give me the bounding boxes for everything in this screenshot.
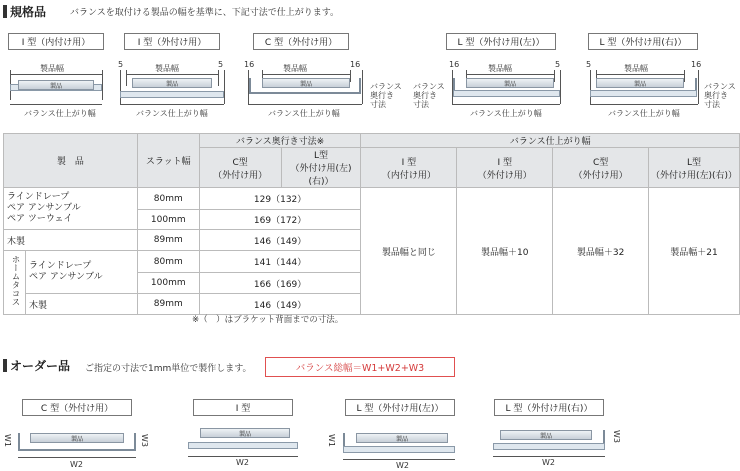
th-i-in-main: I 型: [401, 157, 417, 168]
th-l2-sub: （外付け用(左)(右)）: [651, 170, 738, 181]
th-i-out-main: I 型: [497, 157, 513, 168]
w3-label: W3: [612, 430, 621, 443]
cell-product: [4, 188, 138, 230]
cell-depth: 146（149）: [199, 294, 361, 315]
cell-finished-l: 製品幅＋21: [649, 188, 740, 315]
cell-slat: 100mm: [137, 273, 199, 294]
cell-depth: 129（132）: [199, 188, 361, 210]
order-type-i: I 型: [193, 399, 293, 416]
product-tube: [18, 80, 94, 90]
product-width-label: 製品幅: [155, 64, 179, 73]
product-width-label: 製品幅: [283, 64, 307, 73]
product-width-label: 製品幅: [488, 64, 512, 73]
standard-section-title: [3, 3, 46, 20]
order-type-l-right: L 型（外付け用(右)）: [494, 399, 604, 416]
depth-label-line1: バランス: [704, 82, 736, 91]
standard-title-text: 規格品: [10, 5, 47, 19]
product-tube: [132, 78, 212, 88]
type-l-right: L 型（外付け用(右)）: [588, 33, 698, 50]
product-tube: [356, 433, 448, 443]
spec-table: [3, 133, 740, 315]
depth-label-line1: バランス: [370, 82, 402, 91]
order-type-l-left: L 型（外付け用(左)）: [345, 399, 455, 416]
order-formula-box: バランス総幅＝W1+W2+W3: [265, 357, 455, 377]
th-product: 製 品: [4, 134, 138, 188]
th-l2-main: L型: [687, 157, 702, 168]
th-c-main: C型: [232, 157, 248, 168]
th-l-main: L型: [314, 151, 329, 161]
valance-rail: [493, 443, 605, 450]
cell-slat: 89mm: [137, 294, 199, 315]
product-line: ペア アンサンブル: [28, 272, 103, 282]
valance-c-bracket: [18, 433, 136, 451]
product-label: 製品: [70, 435, 83, 443]
home-tacos-label: ホームタコス: [9, 255, 20, 306]
th-c-sub: （外付け用）: [213, 170, 268, 181]
th-i-out-sub: （外付け用）: [477, 170, 532, 181]
order-title-text: オーダー品: [10, 359, 71, 373]
valance-rail: [120, 91, 224, 98]
depth-label: [704, 82, 736, 109]
cell-product: [25, 251, 137, 294]
product-label: 製品: [49, 82, 62, 90]
cell-depth: 146（149）: [199, 230, 361, 251]
product-label: 製品: [238, 430, 251, 438]
product-tube: [596, 78, 684, 88]
type-i-inner: I 型（内付け用）: [8, 33, 104, 50]
w1-label: W1: [327, 434, 336, 447]
cell-product: 木製: [25, 294, 137, 315]
type-i-outer: I 型（外付け用）: [124, 33, 220, 50]
product-label: 製品: [165, 80, 178, 88]
dim-16: 16: [691, 60, 702, 69]
table-footnote: ※（ ）はブラケット背面までの寸法。: [192, 315, 344, 325]
order-section-title: [3, 357, 70, 374]
cell-depth: 141（144）: [199, 251, 361, 273]
valance-c-bracket: [249, 78, 361, 94]
finished-width-label: バランス仕上がり幅: [470, 109, 542, 118]
type-l-left: L 型（外付け用(左)）: [446, 33, 556, 50]
w2-label: W2: [542, 458, 555, 467]
w3-label: W3: [140, 434, 149, 447]
depth-label-line2: 奥行き: [413, 91, 437, 100]
product-label: 製品: [395, 435, 408, 443]
th-i-in-sub: （内付け用）: [381, 170, 436, 181]
cell-depth: 169（172）: [199, 210, 361, 230]
depth-label-line3: 寸法: [370, 100, 386, 109]
product-width-label: 製品幅: [624, 64, 648, 73]
th-l2: [649, 148, 740, 188]
valance-rail: [590, 90, 697, 97]
th-i-out: [457, 148, 553, 188]
type-c-outer: C 型（外付け用）: [253, 33, 349, 50]
product-line: ラインドレープ: [7, 192, 70, 202]
product-line: ペア ツーウェイ: [7, 214, 73, 224]
depth-label-line2: 奥行き: [370, 91, 394, 100]
w1-label: W1: [3, 434, 12, 447]
th-c2-main: C型: [592, 157, 609, 168]
finished-width-label: バランス仕上がり幅: [24, 109, 96, 118]
w2-label: W2: [396, 461, 409, 470]
cell-depth: 166（169）: [199, 273, 361, 294]
product-label: 製品: [299, 80, 312, 88]
depth-label-line3: 寸法: [413, 100, 429, 109]
product-line: ラインドレープ: [28, 261, 92, 271]
cell-home-tacos: [4, 251, 26, 315]
valance-rail: [188, 442, 298, 449]
th-i-in: [361, 148, 457, 188]
depth-label: [370, 82, 402, 109]
dim-5: 5: [586, 60, 592, 69]
th-c: [199, 148, 281, 188]
th-finished: バランス仕上がり幅: [361, 134, 740, 148]
product-label: 製品: [503, 80, 516, 88]
cell-product: 木製: [4, 230, 138, 251]
valance-rail: [343, 446, 455, 453]
w2-label: W2: [70, 460, 83, 469]
cell-finished-i-out: 製品幅＋10: [457, 188, 553, 315]
depth-label-line3: 寸法: [704, 100, 720, 109]
product-tube: [466, 78, 554, 88]
cell-slat: 80mm: [137, 251, 199, 273]
finished-width-label: バランス仕上がり幅: [136, 109, 208, 118]
dim-5: 5: [555, 60, 561, 69]
th-l: [281, 148, 361, 188]
dim-5-left: 5: [118, 60, 124, 69]
depth-label-line1: バランス: [413, 82, 445, 91]
cell-finished-i-in: 製品幅と同じ: [361, 188, 457, 315]
product-label: 製品: [633, 80, 646, 88]
section-marker: [3, 5, 7, 18]
w2-label: W2: [236, 458, 249, 467]
th-c2: [553, 148, 649, 188]
cell-slat: 100mm: [137, 210, 199, 230]
dim-16: 16: [449, 60, 460, 69]
dim-16-right: 16: [350, 60, 361, 69]
cell-finished-c: 製品幅＋32: [553, 188, 649, 315]
th-c2-sub: （外付け用）: [573, 170, 628, 181]
product-tube: [200, 428, 290, 438]
product-tube: [500, 430, 592, 440]
depth-label-line2: 奥行き: [704, 91, 728, 100]
table-row: [4, 188, 740, 210]
order-note: ご指定の寸法で1mm単位で製作します。: [85, 364, 252, 374]
finished-width-label: バランス仕上がり幅: [608, 109, 680, 118]
product-width-label: 製品幅: [40, 64, 64, 73]
dim-16-left: 16: [244, 60, 255, 69]
section-marker: [3, 359, 7, 372]
cell-slat: 89mm: [137, 230, 199, 251]
standard-note: バランスを取付ける製品の幅を基準に、下記寸法で仕上がります。: [70, 8, 340, 18]
finished-width-label: バランス仕上がり幅: [268, 109, 340, 118]
th-slat: スラット幅: [137, 134, 199, 188]
product-line: ペア アンサンブル: [7, 203, 81, 213]
th-depth: バランス奥行き寸法※: [199, 134, 361, 148]
cell-slat: 80mm: [137, 188, 199, 210]
valance-rail: [453, 90, 560, 97]
th-l-sub: （外付け用(左)(右)）: [290, 164, 352, 187]
depth-label: [413, 82, 445, 109]
order-type-c: C 型（外付け用）: [22, 399, 132, 416]
product-label: 製品: [539, 432, 552, 440]
dim-5-right: 5: [218, 60, 224, 69]
